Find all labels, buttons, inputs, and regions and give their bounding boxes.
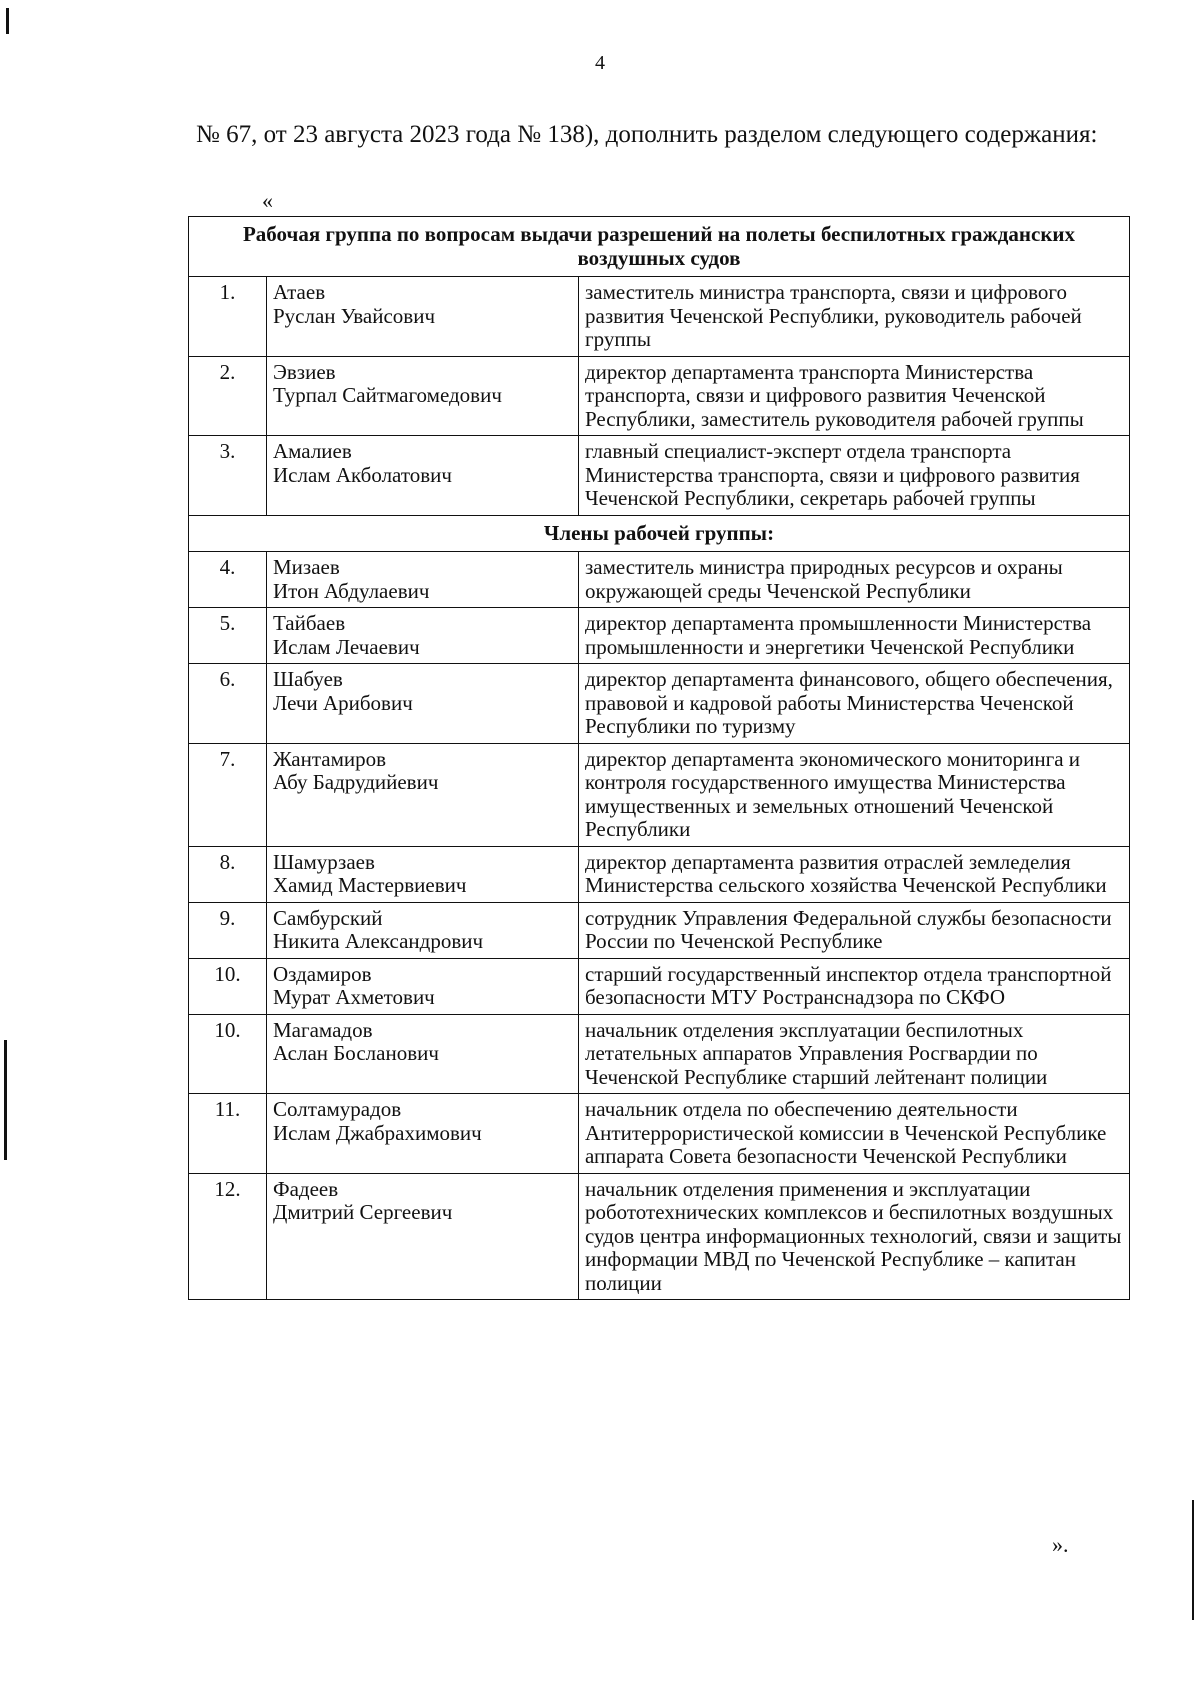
- row-number: 7.: [189, 743, 267, 846]
- scan-edge-mark: [4, 1040, 7, 1160]
- person-name: [267, 356, 579, 436]
- surname: Тайбаев: [273, 611, 346, 635]
- given-names: Ислам Лечаевич: [273, 634, 420, 659]
- table-row: [189, 436, 1130, 516]
- person-position: директор департамента транспорта Министерства транспорта, связи и цифрового развития Чеченской Республики, заместитель руководителя рабочей группы: [579, 356, 1130, 436]
- person-name: [267, 277, 579, 357]
- row-number: 12.: [189, 1173, 267, 1300]
- given-names: Лечи Арибович: [273, 690, 413, 715]
- surname: Самбурский: [273, 905, 383, 930]
- given-names: Аслан Босланович: [273, 1041, 439, 1065]
- table-row: [189, 277, 1130, 357]
- person-position: директор департамента промышленности Министерства промышленности и энергетики Чеченской Республики: [579, 608, 1130, 664]
- table-row: [189, 356, 1130, 436]
- working-group-table: [188, 216, 1130, 1300]
- table-row: [189, 552, 1130, 608]
- table-row: [189, 846, 1130, 902]
- page-number: 4: [595, 52, 605, 74]
- person-name: [267, 1094, 579, 1174]
- person-name: [267, 436, 579, 516]
- open-quote: «: [262, 188, 273, 213]
- person-position: главный специалист-эксперт отдела транспорта Министерства транспорта, связи и цифрового развития Чеченской Республики, секретарь рабочей группы: [579, 436, 1130, 516]
- surname: Жантамиров: [273, 746, 387, 771]
- members-heading-row: [189, 515, 1130, 552]
- given-names: Дмитрий Сергеевич: [273, 1200, 453, 1224]
- person-position: начальник отделения эксплуатации беспилотных летательных аппаратов Управления Росгвардии по Чеченской Республике старший лейтенант полиции: [579, 1014, 1130, 1094]
- intro-paragraph: № 67, от 23 августа 2023 года № 138), дополнить разделом следующего содержания:: [196, 121, 1098, 148]
- person-position: начальник отделения применения и эксплуатации робототехнических комплексов и беспилотных воздушных судов центра информационных технологий, связи и защиты информации МВД по Чеченской Республике – капитан полиции: [579, 1173, 1130, 1300]
- surname: Мизаев: [273, 555, 340, 579]
- row-number: 6.: [189, 664, 267, 744]
- table-row: [189, 902, 1130, 958]
- given-names: Мурат Ахметович: [273, 985, 435, 1009]
- person-position: заместитель министра транспорта, связи и цифрового развития Чеченской Республики, руководитель рабочей группы: [579, 277, 1130, 357]
- table-row: [189, 1173, 1130, 1300]
- row-number: 1.: [189, 277, 267, 357]
- close-quote: ».: [1052, 1532, 1069, 1557]
- table-title-row: [189, 217, 1130, 277]
- person-position: заместитель министра природных ресурсов и охраны окружающей среды Чеченской Республики: [579, 552, 1130, 608]
- table-row: [189, 1014, 1130, 1094]
- given-names: Никита Александрович: [273, 929, 484, 953]
- members-heading: Члены рабочей группы:: [189, 515, 1130, 552]
- person-position: старший государственный инспектор отдела транспортной безопасности МТУ Ространснадзора по СКФО: [579, 958, 1130, 1014]
- person-position: директор департамента экономического мониторинга и контроля государственного имущества Министерства имущественных и земельных отношений Чеченской Республики: [579, 743, 1130, 846]
- person-name: [267, 846, 579, 902]
- given-names: Ислам Джабрахимович: [273, 1120, 482, 1145]
- given-names: Итон Абдулаевич: [273, 578, 430, 603]
- surname: Атаев: [273, 280, 326, 304]
- person-name: [267, 664, 579, 744]
- person-name: [267, 1173, 579, 1300]
- table-row: [189, 743, 1130, 846]
- surname: Эвзиев: [273, 359, 336, 384]
- person-position: директор департамента развития отраслей земледелия Министерства сельского хозяйства Чеченской Республики: [579, 846, 1130, 902]
- row-number: 4.: [189, 552, 267, 608]
- surname: Солтамурадов: [273, 1097, 402, 1121]
- row-number: 8.: [189, 846, 267, 902]
- person-position: сотрудник Управления Федеральной службы безопасности России по Чеченской Республике: [579, 902, 1130, 958]
- scan-edge-mark: [1192, 1500, 1194, 1620]
- surname: Оздамиров: [273, 961, 372, 986]
- person-name: [267, 902, 579, 958]
- given-names: Турпал Сайтмагомедович: [273, 383, 502, 407]
- surname: Фадеев: [273, 1176, 339, 1201]
- surname: Амалиев: [273, 439, 352, 463]
- row-number: 3.: [189, 436, 267, 516]
- row-number: 2.: [189, 356, 267, 436]
- scan-edge-mark: [6, 8, 9, 34]
- surname: Шабуев: [273, 667, 343, 691]
- given-names: Ислам Акболатович: [273, 462, 452, 487]
- person-name: [267, 608, 579, 664]
- person-name: [267, 552, 579, 608]
- row-number: 10.: [189, 1014, 267, 1094]
- person-name: [267, 958, 579, 1014]
- table-row: [189, 1094, 1130, 1174]
- surname: Магамадов: [273, 1017, 373, 1042]
- person-position: начальник отдела по обеспечению деятельности Антитеррористической комиссии в Чеченской Республике аппарата Совета безопасности Чеченской Республики: [579, 1094, 1130, 1174]
- given-names: Абу Бадрудийевич: [273, 770, 439, 794]
- person-name: [267, 743, 579, 846]
- row-number: 10.: [189, 958, 267, 1014]
- table-row: [189, 664, 1130, 744]
- table-row: [189, 958, 1130, 1014]
- given-names: Руслан Увайсович: [273, 303, 436, 328]
- row-number: 5.: [189, 608, 267, 664]
- given-names: Хамид Мастервиевич: [273, 873, 467, 897]
- person-position: директор департамента финансового, общего обеспечения, правовой и кадровой работы Министерства Чеченской Республики по туризму: [579, 664, 1130, 744]
- surname: Шамурзаев: [273, 849, 375, 874]
- table-title: Рабочая группа по вопросам выдачи разрешений на полеты беспилотных гражданских воздушных судов: [189, 217, 1130, 277]
- person-name: [267, 1014, 579, 1094]
- row-number: 9.: [189, 902, 267, 958]
- table-row: [189, 608, 1130, 664]
- row-number: 11.: [189, 1094, 267, 1174]
